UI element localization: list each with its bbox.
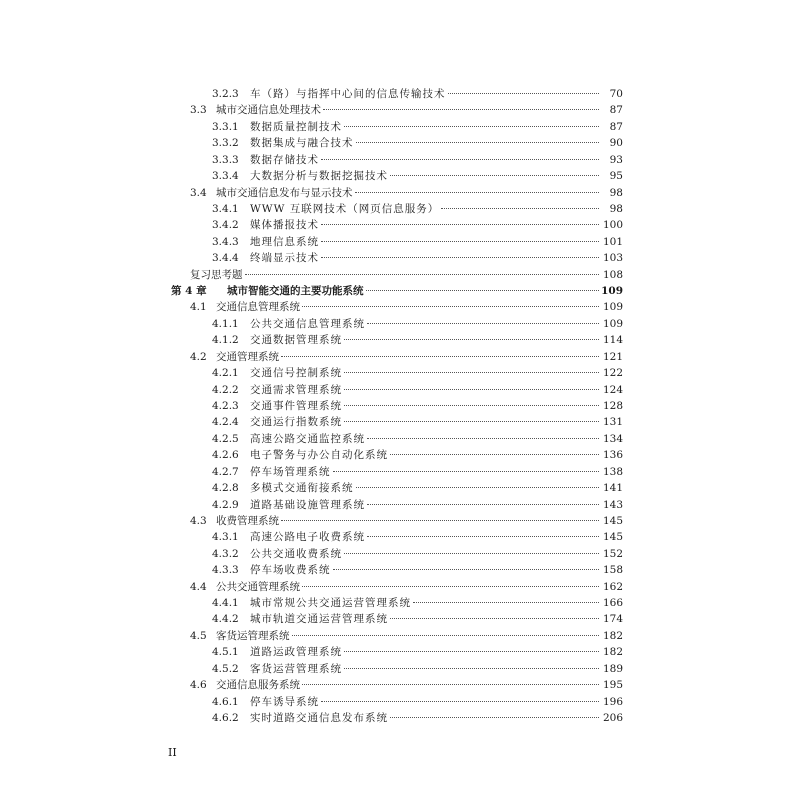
toc-entry-page: 90: [609, 137, 623, 150]
dot-leader: [355, 192, 600, 193]
toc-entry-title: 数据存储技术: [250, 153, 319, 166]
toc-entry-title: 公共交通管理系统: [216, 580, 300, 593]
toc-subsection-entry[interactable]: [212, 398, 623, 414]
toc-entry-page: 196: [602, 695, 623, 708]
toc-subsection-entry[interactable]: [212, 447, 623, 463]
toc-entry-number: 4.5.1: [212, 646, 239, 659]
toc-subsection-entry[interactable]: [212, 414, 623, 430]
toc-entry-page: 87: [609, 104, 623, 117]
toc-entry-number: 3.3.4: [212, 170, 239, 183]
toc-entry-number: 3.4.4: [212, 252, 239, 265]
toc-subsection-entry[interactable]: [212, 382, 623, 398]
toc-entry-number: 4.3: [190, 514, 207, 527]
toc-entry-title: 交通运行指数系统: [250, 416, 342, 429]
toc-entry-page: 141: [602, 482, 623, 495]
dot-leader: [367, 323, 599, 324]
toc-entry-page: 174: [602, 613, 623, 626]
toc-entry-page: 98: [609, 186, 623, 199]
dot-leader: [344, 339, 599, 340]
toc-section-entry[interactable]: [190, 628, 623, 644]
toc-entry-page: 138: [602, 465, 623, 478]
toc-section-entry[interactable]: [190, 299, 623, 315]
dot-leader: [344, 651, 599, 652]
dot-leader: [344, 389, 599, 390]
toc-entry-title: 道路运政管理系统: [250, 646, 342, 659]
toc-entry-number: 第 4 章: [171, 285, 207, 298]
toc-subsection-entry[interactable]: [212, 710, 623, 726]
toc-section-entry[interactable]: [190, 677, 623, 693]
toc-entry-page: 101: [602, 235, 623, 248]
toc-entry-title: 道路基础设施管理系统: [250, 498, 365, 511]
toc-subsection-entry[interactable]: [212, 168, 623, 184]
toc-entry-page: 128: [602, 399, 623, 412]
toc-subsection-entry[interactable]: [212, 694, 623, 710]
toc-section-entry[interactable]: [190, 102, 623, 118]
dot-leader: [321, 224, 599, 225]
toc-entry-page: 98: [609, 202, 623, 215]
toc-subsection-entry[interactable]: [212, 217, 623, 233]
dot-leader: [302, 586, 599, 587]
page-folio: II: [168, 746, 177, 759]
toc-entry-number: 4.4.2: [212, 613, 239, 626]
toc-entry-title: 交通管理系统: [216, 350, 279, 363]
dot-leader: [344, 126, 599, 127]
toc-entry-number: 4.2.1: [212, 367, 239, 380]
toc-entry-page: 70: [609, 88, 623, 100]
toc-entry-number: 4.2.5: [212, 432, 239, 445]
toc-entry-title: 交通信息管理系统: [216, 301, 300, 314]
toc-subsection-entry[interactable]: [212, 119, 623, 135]
toc-entry-page: 152: [602, 547, 623, 560]
toc-entry-page: 136: [602, 449, 623, 462]
toc-entry-page: 145: [602, 514, 623, 527]
toc-entry-page: 158: [602, 564, 623, 577]
toc-subsection-entry[interactable]: [212, 644, 623, 660]
dot-leader: [245, 274, 600, 275]
toc-section-entry[interactable]: [190, 513, 623, 529]
toc-entry-page: 100: [602, 219, 623, 232]
toc-entry-title: 城市智能交通的主要功能系统: [227, 285, 364, 298]
toc-entry-title: 复习思考题: [190, 268, 243, 281]
toc-entry-number: 4.1.1: [212, 317, 239, 330]
dot-leader: [413, 602, 599, 603]
toc-entry-number: 4.2.7: [212, 465, 239, 478]
toc-subsection-entry[interactable]: [212, 201, 623, 217]
toc-entry-title: 停车诱导系统: [250, 695, 319, 708]
dot-leader: [333, 471, 600, 472]
toc-entry-title: 电子警务与办公自动化系统: [250, 449, 388, 462]
toc-entry-page: 103: [602, 252, 623, 265]
dot-leader: [344, 668, 599, 669]
toc-subsection-entry[interactable]: [212, 152, 623, 168]
toc-subsection-entry[interactable]: [212, 250, 623, 266]
dot-leader: [390, 717, 599, 718]
toc-entry-number: 3.3: [190, 104, 207, 117]
toc-entry-number: 4.2.8: [212, 482, 239, 495]
toc-entry-number: 4.2.9: [212, 498, 239, 511]
toc-subsection-entry[interactable]: [212, 611, 623, 627]
toc-subsection-entry[interactable]: [212, 234, 623, 250]
toc-entry-page: 145: [602, 531, 623, 544]
toc-subsection-entry[interactable]: [212, 464, 623, 480]
toc-entry-number: 3.4.2: [212, 219, 239, 232]
toc-entry-number: 4.2.2: [212, 383, 239, 396]
dot-leader: [344, 421, 599, 422]
toc-entry-page: 109: [602, 301, 623, 314]
toc-entry-title: 客货运营管理系统: [250, 662, 342, 675]
dot-leader: [302, 684, 599, 685]
dot-leader: [367, 504, 599, 505]
toc-entry-page: 121: [602, 350, 623, 363]
toc-entry-page: 109: [602, 317, 623, 330]
toc-entry-page: 109: [601, 285, 623, 298]
toc-entry-title: WWW 互联网技术（网页信息服务）: [250, 202, 440, 215]
toc-entry-title: 地理信息系统: [250, 235, 319, 248]
dot-leader: [321, 159, 599, 160]
toc-entry-title: 停车场管理系统: [250, 465, 331, 478]
toc-entry-number: 4.2.4: [212, 416, 239, 429]
dot-leader: [323, 109, 599, 110]
toc-entry-page: 131: [602, 416, 623, 429]
toc-entry-page: 108: [602, 268, 623, 281]
toc-entry-number: 4.5: [190, 629, 207, 642]
dot-leader: [321, 241, 599, 242]
toc-entry-number: 4.2.3: [212, 399, 239, 412]
dot-leader: [390, 454, 599, 455]
toc-entry-page: 162: [602, 580, 623, 593]
dot-leader: [333, 569, 600, 570]
dot-leader: [356, 487, 600, 488]
toc-entry-title: 城市交通信息发布与显示技术: [216, 186, 353, 199]
toc-entry-title: 公共交通信息管理系统: [250, 317, 365, 330]
toc-entry-title: 停车场收费系统: [250, 564, 331, 577]
toc-entry-number: 3.3.2: [212, 137, 239, 150]
toc-entry-title: 媒体播报技术: [250, 219, 319, 232]
toc-subsection-entry[interactable]: [212, 365, 623, 381]
toc-entry-number: 4.4.1: [212, 597, 239, 610]
toc-subsection-entry[interactable]: [212, 546, 623, 562]
toc-entry-number: 4.2: [190, 350, 207, 363]
toc-entry-title: 交通事件管理系统: [250, 399, 342, 412]
toc-subsection-entry[interactable]: [212, 562, 623, 578]
toc-entry-title: 大数据分析与数据挖掘技术: [250, 170, 388, 183]
toc-entry-number: 3.2.3: [212, 88, 239, 100]
toc-entry-title: 交通信息服务系统: [216, 679, 300, 692]
dot-leader: [321, 257, 599, 258]
toc-subsection-entry[interactable]: [212, 431, 623, 447]
toc-entry-title: 城市交通信息处理技术: [216, 104, 321, 117]
toc-entry-number: 3.4.3: [212, 235, 239, 248]
toc-entry-page: 124: [602, 383, 623, 396]
toc-chapter-entry[interactable]: [171, 283, 623, 299]
dot-leader: [367, 536, 599, 537]
toc-entry-title: 高速公路交通监控系统: [250, 432, 365, 445]
toc-entry-page: 122: [602, 367, 623, 380]
toc-entry-number: 4.3.1: [212, 531, 239, 544]
dot-leader: [441, 208, 599, 209]
toc-entry-number: 4.4: [190, 580, 207, 593]
toc-entry-title: 数据集成与融合技术: [250, 137, 354, 150]
dot-leader: [356, 142, 600, 143]
dot-leader: [321, 701, 599, 702]
toc-entry-title: 城市常规公共交通运营管理系统: [250, 597, 411, 610]
dot-leader: [366, 290, 600, 291]
toc-subsection-entry[interactable]: [212, 316, 623, 332]
toc-entry-number: 4.6.1: [212, 695, 239, 708]
toc-subsection-entry[interactable]: [212, 86, 623, 102]
toc-entry-number: 4.5.2: [212, 662, 239, 675]
toc-entry-title: 交通信号控制系统: [250, 367, 342, 380]
toc-section-entry[interactable]: [190, 185, 623, 201]
toc-entry-title: 数据质量控制技术: [250, 120, 342, 133]
toc-entry-page: 195: [602, 679, 623, 692]
toc-section-entry[interactable]: [190, 267, 623, 283]
toc-subsection-entry[interactable]: [212, 529, 623, 545]
toc-entry-page: 182: [602, 629, 623, 642]
toc-entry-number: 4.6: [190, 679, 207, 692]
dot-leader: [367, 438, 599, 439]
toc-subsection-entry[interactable]: [212, 497, 623, 513]
toc-entry-number: 3.4: [190, 186, 207, 199]
dot-leader: [390, 175, 599, 176]
toc-subsection-entry[interactable]: [212, 135, 623, 151]
toc-entry-title: 交通需求管理系统: [250, 383, 342, 396]
toc-entry-page: 189: [602, 662, 623, 675]
dot-leader: [448, 93, 600, 94]
toc-entry-page: 206: [602, 711, 623, 724]
toc-entry-number: 4.2.6: [212, 449, 239, 462]
toc-subsection-entry[interactable]: [212, 332, 623, 348]
dot-leader: [281, 356, 599, 357]
toc-entry-title: 客货运管理系统: [216, 629, 290, 642]
toc-subsection-entry[interactable]: [212, 480, 623, 496]
toc-entry-page: 134: [602, 432, 623, 445]
toc-entry-number: 4.1: [190, 301, 207, 314]
toc-entry-number: 3.4.1: [212, 202, 239, 215]
toc-entry-title: 交通数据管理系统: [250, 334, 342, 347]
toc-entry-number: 3.3.1: [212, 120, 239, 133]
toc-entry-page: 166: [602, 597, 623, 610]
toc-entry-title: 多模式交通衔接系统: [250, 482, 354, 495]
toc-entry-page: 114: [602, 334, 623, 347]
dot-leader: [281, 520, 599, 521]
dot-leader: [390, 618, 599, 619]
dot-leader: [292, 635, 600, 636]
toc-entry-page: 143: [602, 498, 623, 511]
toc-subsection-entry[interactable]: [212, 595, 623, 611]
toc-entry-number: 4.6.2: [212, 711, 239, 724]
toc-entry-page: 182: [602, 646, 623, 659]
toc-entry-page: 95: [609, 170, 623, 183]
toc-entry-page: 87: [609, 120, 623, 133]
dot-leader: [302, 306, 599, 307]
toc-section-entry[interactable]: [190, 349, 623, 365]
toc-entry-title: 车（路）与指挥中心间的信息传输技术: [250, 88, 446, 100]
toc-section-entry[interactable]: [190, 579, 623, 595]
dot-leader: [344, 405, 599, 406]
toc-entry-number: 4.3.3: [212, 564, 239, 577]
toc-entry-title: 公共交通收费系统: [250, 547, 342, 560]
toc-entry-title: 高速公路电子收费系统: [250, 531, 365, 544]
toc-subsection-entry[interactable]: [212, 661, 623, 677]
toc-entry-page: 93: [609, 153, 623, 166]
toc-entry-title: 终端显示技术: [250, 252, 319, 265]
dot-leader: [344, 553, 599, 554]
toc-entry-number: 4.3.2: [212, 547, 239, 560]
toc-entry-title: 收费管理系统: [216, 514, 279, 527]
toc-entry-title: 城市轨道交通运营管理系统: [250, 613, 388, 626]
toc-entry-number: 3.3.3: [212, 153, 239, 166]
dot-leader: [344, 372, 599, 373]
toc-entry-number: 4.1.2: [212, 334, 239, 347]
toc-entry-title: 实时道路交通信息发布系统: [250, 711, 388, 724]
